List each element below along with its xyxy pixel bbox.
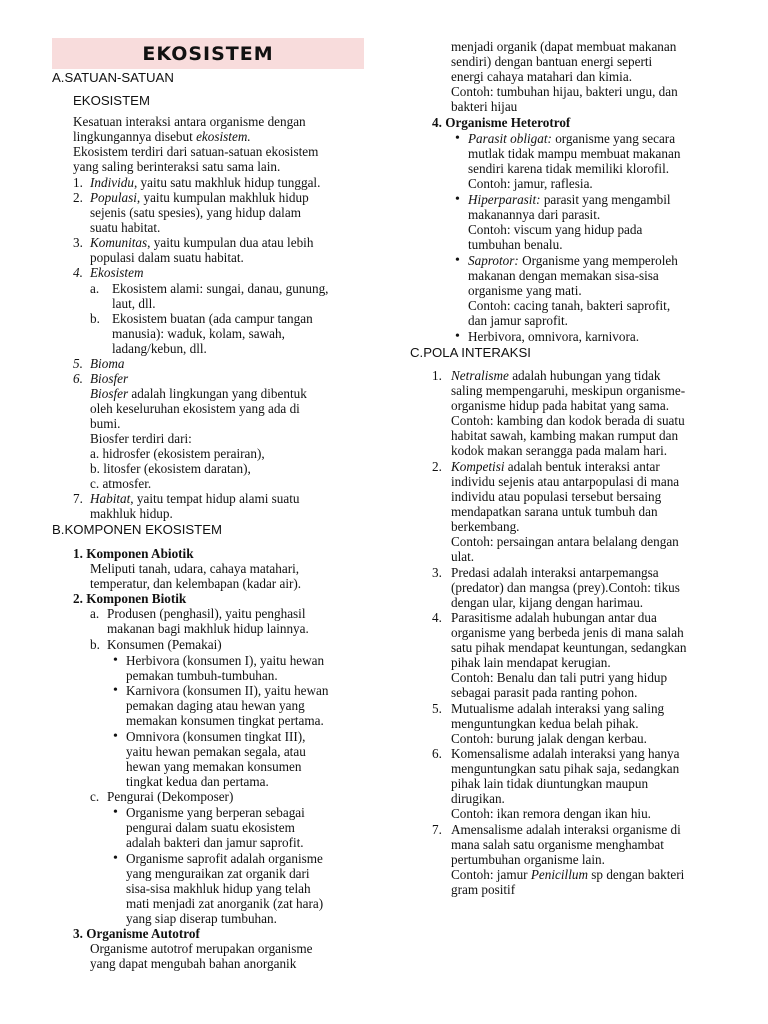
text-line: sendiri karena tidak memiliki klorofil. xyxy=(468,161,670,176)
text-line: manusia): waduk, kolam, sawah, xyxy=(112,326,285,341)
text-run: lingkungannya disebut xyxy=(73,129,197,144)
text-line: Konsumen (Pemakai) xyxy=(107,637,222,652)
text-line: Contoh: ikan remora dengan ikan hiu. xyxy=(451,806,651,821)
text-line: menguntungkan kedua belah pihak. xyxy=(451,716,639,731)
page-title: EKOSISTEM xyxy=(142,42,274,65)
text-line: energi cahaya matahari dan kimia. xyxy=(451,69,632,84)
list-number: 5. xyxy=(432,701,442,716)
text-line: ladang/kebun, dll. xyxy=(112,341,207,356)
bullet-item xyxy=(468,192,671,207)
section-b-title: KOMPONEN EKOSISTEM xyxy=(64,522,223,537)
text-line: Ekosistem terdiri dari satuan-satuan ekosistem xyxy=(73,144,319,159)
text-line: berkembang. xyxy=(451,519,520,534)
section-c-label: C. xyxy=(410,345,424,360)
text-line: organisme hidup pada habitat yang sama. xyxy=(451,398,670,413)
text-line: mati menjadi zat anorganik (zat hara) xyxy=(126,896,324,911)
text-line: Contoh: persaingan antara belalang dengan xyxy=(451,534,679,549)
text-line: yang dapat mengubah bahan anorganik xyxy=(90,956,297,971)
text-line: satu pihak mendapat keuntungan, sedangkan xyxy=(451,640,687,655)
text-run: , yaitu satu makhluk hidup tunggal. xyxy=(133,175,321,190)
section-b-label: B. xyxy=(52,522,65,537)
list-item xyxy=(90,491,300,506)
list-item xyxy=(90,235,313,250)
text-run: organisme yang secara xyxy=(551,131,676,146)
text-line: sisa-sisa makhluk hidup yang telah xyxy=(126,881,311,896)
list-number: 1. xyxy=(73,175,83,190)
list-letter: b. xyxy=(90,311,100,326)
list-item: Ekosistem xyxy=(90,265,144,280)
term: Netralisme xyxy=(451,368,509,383)
text-line: Contoh: jamur, raflesia. xyxy=(468,176,593,191)
text-line: suatu habitat. xyxy=(90,220,161,235)
list-item: Predasi adalah interaksi antarpemangsa xyxy=(451,565,659,580)
text-line: sejenis (satu spesies), yang hidup dalam xyxy=(90,205,301,220)
text-line: Organisme autotrof merupakan organisme xyxy=(90,941,313,956)
term: Komunitas xyxy=(90,235,148,250)
text-line: ulat. xyxy=(451,549,475,564)
text-line: makhluk hidup. xyxy=(90,506,173,521)
text-run: adalah hubungan yang tidak xyxy=(508,368,661,383)
text-line: mana salah satu organisme menghambat xyxy=(451,837,664,852)
subheading: 3. Organisme Autotrof xyxy=(73,926,200,941)
list-number: 3. xyxy=(432,565,442,580)
list-item xyxy=(90,190,309,205)
text-line: pihak lain tidak diuntungkan maupun xyxy=(451,776,649,791)
text-line: b. litosfer (ekosistem daratan), xyxy=(90,461,251,476)
text-line: oleh keseluruhan ekosistem yang ada di xyxy=(90,401,300,416)
list-item: Komensalisme adalah interaksi yang hanya xyxy=(451,746,680,761)
text-run: parasit yang mengambil xyxy=(540,192,671,207)
text-line: mendapatkan sarana untuk tumbuh dan xyxy=(451,504,658,519)
text-line: (predator) dan mangsa (prey).Contoh: tikus xyxy=(451,580,680,595)
list-item: Amensalisme adalah interaksi organisme di xyxy=(451,822,681,837)
text-run: , yaitu tempat hidup alami suatu xyxy=(130,491,300,506)
text-line: organisme yang berbeda jenis di mana salah xyxy=(451,625,684,640)
list-item: Mutualisme adalah interaksi yang saling xyxy=(451,701,665,716)
list-item: Biosfer xyxy=(90,371,129,386)
term: Populasi xyxy=(90,190,137,205)
list-number: 4. xyxy=(432,610,442,625)
list-number: 3. xyxy=(73,235,83,250)
text-line: individu sejenis atau antarpopulasi di mana xyxy=(451,474,680,489)
text-line: Ekosistem alami: sungai, danau, gunung, xyxy=(112,281,329,296)
text-line: Pengurai (Dekomposer) xyxy=(107,789,234,804)
text-line: yaitu hewan pemakan segala, atau xyxy=(126,744,306,759)
list-item xyxy=(451,459,660,474)
list-item xyxy=(90,175,320,190)
list-number: 5. xyxy=(73,356,83,371)
text-line: Ekosistem buatan (ada campur tangan xyxy=(112,311,313,326)
term: Individu xyxy=(90,175,134,190)
text-line: Kesatuan interaksi antara organisme dengan xyxy=(73,114,306,129)
subheading: 4. Organisme Heterotrof xyxy=(432,115,571,130)
text-line: bakteri hijau xyxy=(451,99,518,114)
text-line: individu atau populasi tersebut bersaing xyxy=(451,489,662,504)
text-line: laut, dll. xyxy=(112,296,156,311)
section-a-title-line2: EKOSISTEM xyxy=(73,93,150,108)
section-a-heading xyxy=(52,70,174,85)
text-line: Contoh: cacing tanah, bakteri saprofit, xyxy=(468,298,671,313)
text-line xyxy=(90,386,307,401)
term: Hiperparasit: xyxy=(468,192,541,207)
text-line: Contoh: burung jalak dengan kerbau. xyxy=(451,731,647,746)
list-number: 2. xyxy=(432,459,442,474)
list-number: 7. xyxy=(73,491,83,506)
text-line: hewan yang memakan konsumen xyxy=(126,759,302,774)
term: Biosfer xyxy=(90,386,129,401)
list-letter: a. xyxy=(90,606,100,621)
text-run: Contoh: jamur xyxy=(451,867,531,882)
list-number: 7. xyxy=(432,822,442,837)
text-line: tingkat kedua dan pertama. xyxy=(126,774,269,789)
bullet-item: • Herbivora, omnivora, karnivora. xyxy=(468,329,639,344)
subheading: 1. Komponen Abiotik xyxy=(73,546,194,561)
text-line: habitat sawah, kambing makan rumput dan xyxy=(451,428,679,443)
list-letter: c. xyxy=(90,789,100,804)
list-item: Bioma xyxy=(90,356,125,371)
text-run: adalah lingkungan yang dibentuk xyxy=(128,386,307,401)
text-line: dan jamur saprofit. xyxy=(468,313,568,328)
text-line: sendiri) dengan bantuan energi seperti xyxy=(451,54,653,69)
text-line: Contoh: kambing dan kodok berada di suatu xyxy=(451,413,685,428)
text-line: organisme yang mati. xyxy=(468,283,582,298)
term: Parasit obligat: xyxy=(468,131,552,146)
text-run: adalah bentuk interaksi antar xyxy=(504,459,660,474)
list-item: Parasitisme adalah hubungan antar dua xyxy=(451,610,657,625)
title-banner xyxy=(52,38,364,69)
list-number: 2. xyxy=(73,190,83,205)
text-line: Contoh: viscum yang hidup pada xyxy=(468,222,643,237)
text-line xyxy=(451,867,684,882)
text-line: pemakan daging atau hewan yang xyxy=(126,698,305,713)
text-line: yang saling berinteraksi satu sama lain. xyxy=(73,159,281,174)
bullet-item: • Organisme saprofit adalah organisme xyxy=(126,851,323,866)
text-line: populasi dalam suatu habitat. xyxy=(90,250,244,265)
text-line: Contoh: Benalu dan tali putri yang hidup xyxy=(451,670,668,685)
text-run: Organisme yang memperoleh xyxy=(518,253,678,268)
subheading: 2. Komponen Biotik xyxy=(73,591,187,606)
text-line: bumi. xyxy=(90,416,121,431)
text-line: pihak lain mendapat kerugian. xyxy=(451,655,611,670)
text-line: makanannya dari parasit. xyxy=(468,207,601,222)
text-line: sebagai parasit pada ranting pohon. xyxy=(451,685,638,700)
text-line: pertumbuhan organisme lain. xyxy=(451,852,605,867)
text-line: Biosfer terdiri dari: xyxy=(90,431,192,446)
term: Penicillum xyxy=(530,867,588,882)
list-letter: b. xyxy=(90,637,100,652)
text-line: a. hidrosfer (ekosistem perairan), xyxy=(90,446,265,461)
text-line: c. atmosfer. xyxy=(90,476,152,491)
text-line xyxy=(73,129,251,144)
text-line: pemakan tumbuh-tumbuhan. xyxy=(126,668,278,683)
text-line: kodok makan serangga pada malam hari. xyxy=(451,443,668,458)
list-item xyxy=(451,368,661,383)
section-a-title-line1: SATUAN-SATUAN xyxy=(64,70,174,85)
text-line: saling mempengaruhi, meskipun organisme- xyxy=(451,383,686,398)
text-line: yang siap diserap tumbuhan. xyxy=(126,911,277,926)
text-line: Produsen (penghasil), yaitu penghasil xyxy=(107,606,306,621)
text-line: pengurai dalam suatu ekosistem xyxy=(126,820,295,835)
bullet-item: • Karnivora (konsumen II), yaitu hewan xyxy=(126,683,329,698)
section-a-label: A. xyxy=(52,70,65,85)
list-number: 4. xyxy=(73,265,83,280)
list-number: 6. xyxy=(432,746,442,761)
section-b-heading xyxy=(52,522,222,537)
text-run: , yaitu kumpulan dua atau lebih xyxy=(147,235,314,250)
bullet-item: • Omnivora (konsumen tingkat III), xyxy=(126,729,305,744)
term: Kompetisi xyxy=(451,459,505,474)
bullet-item xyxy=(468,131,675,146)
text-run: sp dengan bakteri xyxy=(588,867,685,882)
text-line: Contoh: tumbuhan hijau, bakteri ungu, dan xyxy=(451,84,678,99)
text-line: menjadi organik (dapat membuat makanan xyxy=(451,39,677,54)
term: Habitat xyxy=(90,491,131,506)
section-c-heading xyxy=(410,345,531,360)
text-line: temperatur, dan kelembapan (kadar air). xyxy=(90,576,302,591)
text-line: gram positif xyxy=(451,882,516,897)
text-line: makanan dengan memakan sisa-sisa xyxy=(468,268,659,283)
text-run: , yaitu kumpulan makhluk hidup xyxy=(136,190,309,205)
text-line: yang menguraikan zat organik dari xyxy=(126,866,310,881)
list-number: 1. xyxy=(432,368,442,383)
bullet-item: • Organisme yang berperan sebagai xyxy=(126,805,305,820)
text-line: mutlak tidak mampu membuat makanan xyxy=(468,146,681,161)
term: Saprotor: xyxy=(468,253,519,268)
bullet-item xyxy=(468,253,678,268)
text-line: menguntungkan satu pihak saja, sedangkan xyxy=(451,761,680,776)
text-line: dirugikan. xyxy=(451,791,505,806)
bullet-item: • Herbivora (konsumen I), yaitu hewan xyxy=(126,653,324,668)
text-line: memakan konsumen tingkat pertama. xyxy=(126,713,324,728)
text-line: adalah bakteri dan jamur saprofit. xyxy=(126,835,304,850)
list-number: 6. xyxy=(73,371,83,386)
text-run-italic: ekosistem. xyxy=(196,129,251,144)
text-line: makanan bagi makhluk hidup lainnya. xyxy=(107,621,309,636)
text-line: Meliputi tanah, udara, cahaya matahari, xyxy=(90,561,300,576)
list-letter: a. xyxy=(90,281,100,296)
text-line: tumbuhan benalu. xyxy=(468,237,563,252)
section-c-title: POLA INTERAKSI xyxy=(423,345,531,360)
text-line: dengan ular, kijang dengan harimau. xyxy=(451,595,644,610)
